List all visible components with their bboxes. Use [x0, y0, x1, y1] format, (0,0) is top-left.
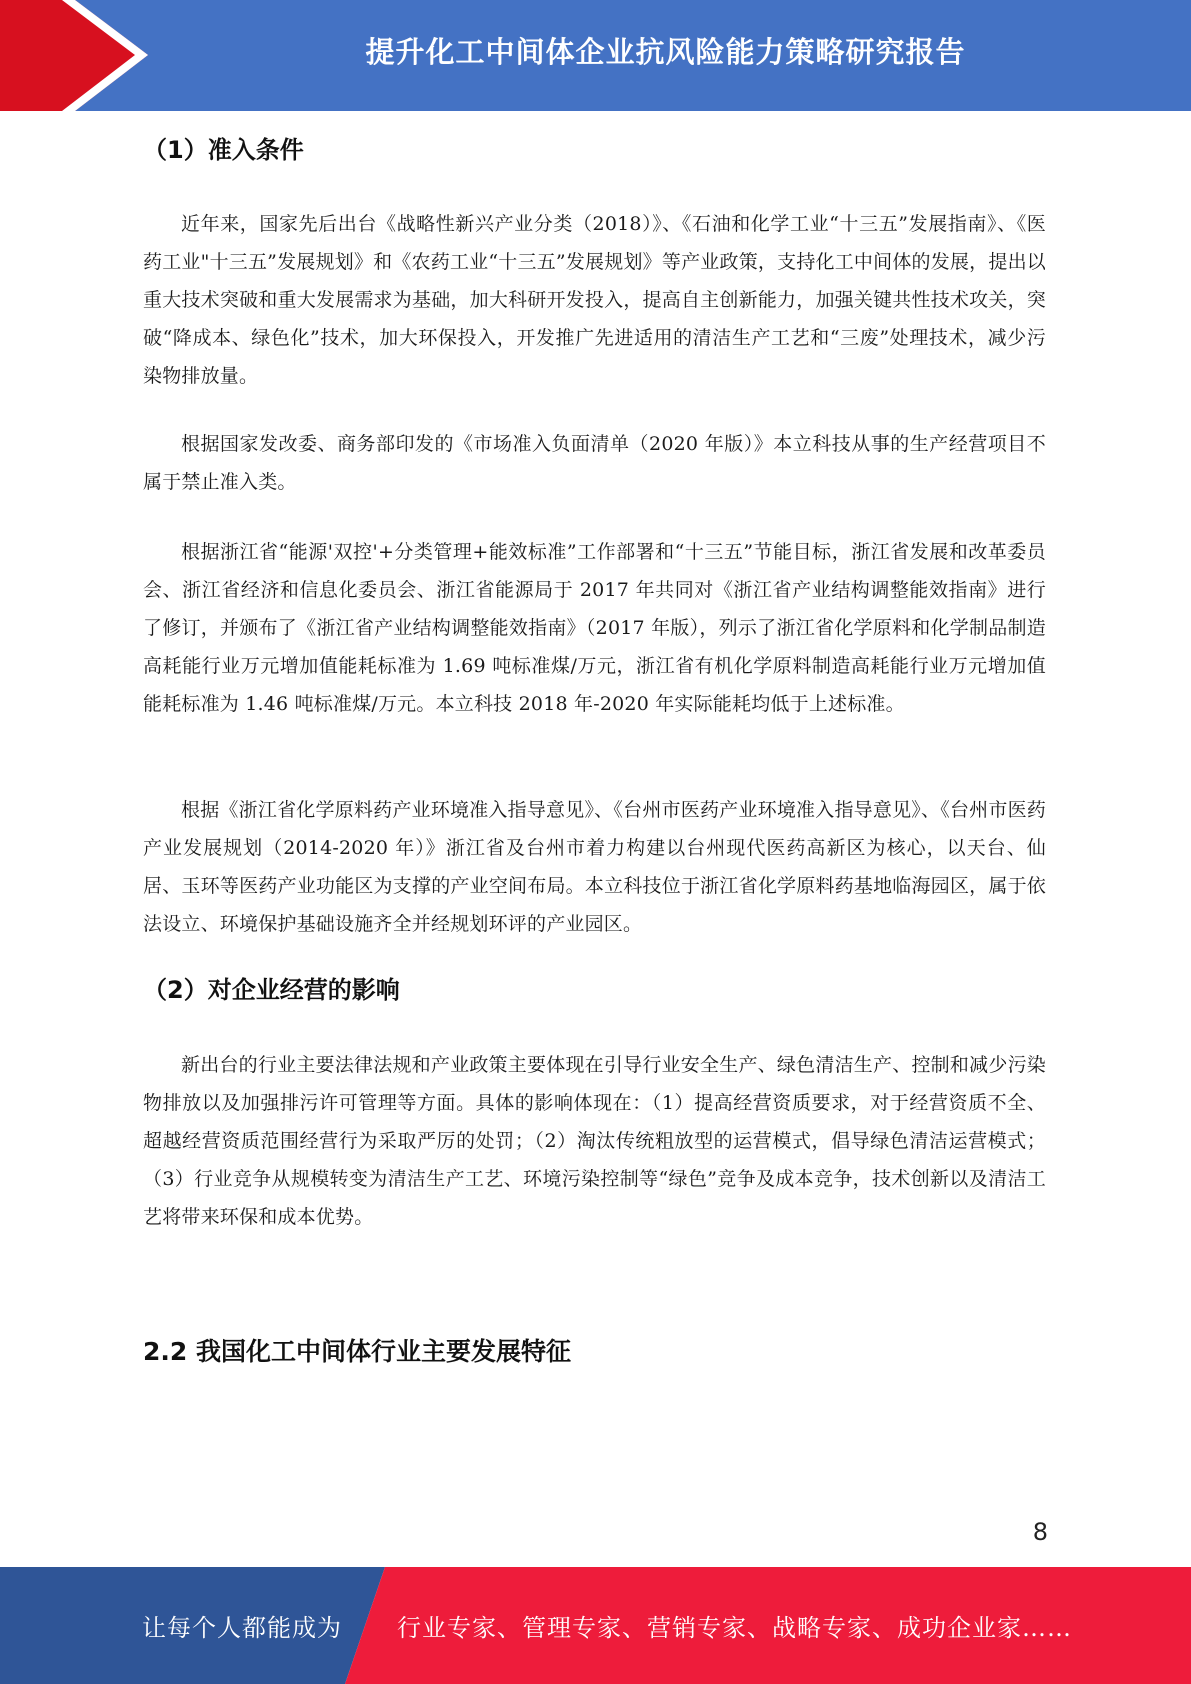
- paragraph-negative-list: 根据国家发改委、商务部印发的《市场准入负面清单（2020 年版）》本立科技从事的生产经营项目不属于禁止准入类。: [143, 433, 1046, 493]
- page-number: 8: [1032, 1518, 1048, 1546]
- paragraph-impact-details: 新出台的行业主要法律法规和产业政策主要体现在引导行业安全生产、绿色清洁生产、控制和减少污染物排放以及加强排污许可管理等方面。具体的影响体现在：（1）提高经营资质要求，对于经营资质不全、超越经营资质范围经营行为采取严厉的处罚；（2）淘汰传统粗放型的运营模式，倡导绿色清洁运营模式；（3）行业竞争从规模转变为清洁生产工艺、环境污染控制等“绿色”竞争及成本竞争，技术创新以及清洁工艺将带来环保和成本优势。: [143, 1054, 1046, 1228]
- footer-slogan-right: 行业专家、管理专家、营销专家、战略专家、成功企业家……: [397, 1614, 1072, 1642]
- paragraph-energy-standards: 根据浙江省“能源'双控'+分类管理+能效标准”工作部署和“十三五”节能目标，浙江省发展和改革委员会、浙江省经济和信息化委员会、浙江省能源局于 2017 年共同对《浙江省产业结构调整能效指南》进行了修订，并颁布了《浙江省产业结构调整能效指南》（2017 年版），列示了浙江省化学原料和化学制品制造高耗能行业万元增加值能耗标准为 1.69 吨标准煤/万元，浙江省有机化学原料制造高耗能行业万元增加值能耗标准为 1.46 吨标准煤/万元。本立科技 2018 年-2020 年实际能耗均低于上述标准。: [143, 541, 1046, 715]
- page-header: [0, 0, 1191, 111]
- paragraph-policy-support: 近年来，国家先后出台《战略性新兴产业分类（2018）》、《石油和化学工业“十三五”发展指南》、《医药工业"十三五”发展规划》和《农药工业“十三五”发展规划》等产业政策，支持化工中间体的发展，提出以重大技术突破和重大发展需求为基础，加大科研开发投入，提高自主创新能力，加强关键共性技术攻关，突破“降成本、绿色化”技术，加大环保投入，开发推广先进适用的清洁生产工艺和“三废”处理技术，减少污染物排放量。: [143, 213, 1046, 387]
- document-title: 提升化工中间体企业抗风险能力策略研究报告: [365, 35, 966, 69]
- page-footer: [0, 1567, 1191, 1684]
- section-heading-business-impact: （2）对企业经营的影响: [143, 976, 400, 1004]
- section-heading-industry-features: 2.2 我国化工中间体行业主要发展特征: [143, 1337, 571, 1366]
- paragraph-environment-guidance: 根据《浙江省化学原料药产业环境准入指导意见》、《台州市医药产业环境准入指导意见》、《台州市医药产业发展规划（2014-2020 年）》浙江省及台州市着力构建以台州现代医药高新区为核心，以天台、仙居、玉环等医药产业功能区为支撑的产业空间布局。本立科技位于浙江省化学原料药基地临海园区，属于依法设立、环境保护基础设施齐全并经规划环评的产业园区。: [143, 799, 1046, 935]
- footer-slogan-left: 让每个人都能成为: [142, 1614, 342, 1642]
- section-heading-access-conditions: （1）准入条件: [143, 136, 304, 164]
